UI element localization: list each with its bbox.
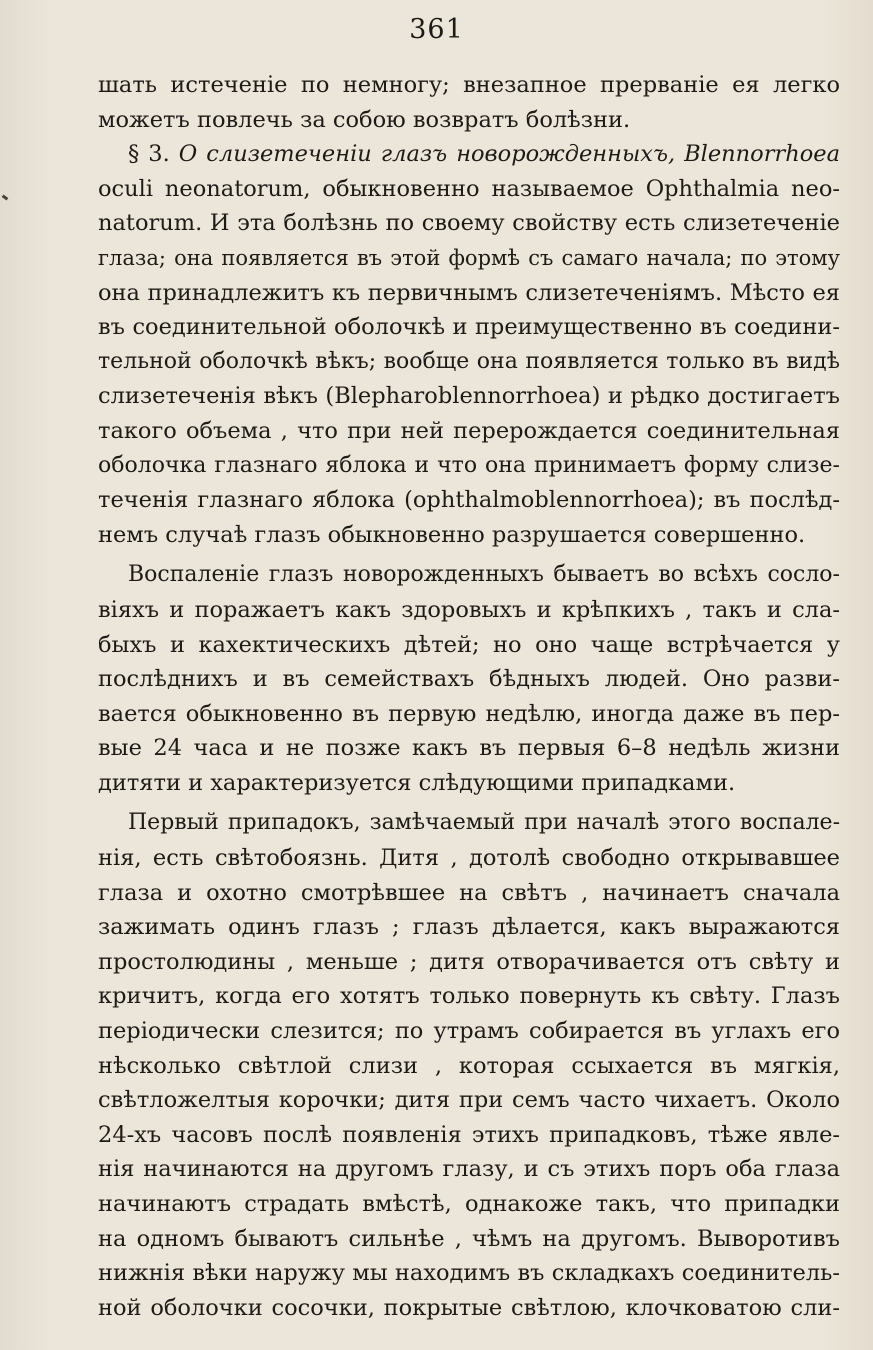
text-line: тельной оболочкѣ вѣкъ; вообще она появляется только въ видѣ <box>98 348 840 374</box>
text-line: 24-хъ часовъ послѣ появленія этихъ припадковъ, тѣже явле- <box>98 1121 840 1148</box>
text-line: шать истеченіе по немногу; внезапное прерваніе ея легко <box>98 72 840 98</box>
text-line: нія, есть свѣтобоязнь. Дитя , дотолѣ свободно открывавшее <box>98 845 840 872</box>
text-line: въ соединительной оболочкѣ и преимущественно въ соедини- <box>98 314 840 341</box>
text-line: нѣсколько свѣтлой слизи , которая ссыхается въ мягкія, <box>98 1052 840 1079</box>
page-number: 361 <box>409 14 464 45</box>
text-line: быхъ и кахектическихъ дѣтей; но оно чаще встрѣчается у <box>98 631 840 658</box>
text-line: нижнія вѣки наружу мы находимъ въ складкахъ соединитель- <box>98 1260 840 1287</box>
paragraph-section-3 <box>98 137 840 552</box>
text-line: вые 24 часа и не позже какъ въ первыя 6–8 недѣль жизни <box>98 735 840 762</box>
text-line: зажимать одинъ глазъ ; глазъ дѣлается, какъ выражаются <box>98 914 840 941</box>
text-line: послѣднихъ и въ семействахъ бѣдныхъ людей. Оно разви- <box>98 666 840 693</box>
text-line: кричитъ, когда его хотятъ только повернуть къ свѣту. Глазъ <box>98 983 840 1010</box>
text-line: можетъ повлечь за собою возвратъ болѣзни. <box>98 106 631 133</box>
section-heading-line <box>98 137 840 172</box>
text-line: она принадлежитъ къ первичнымъ слизетеченіямъ. Мѣсто ея <box>98 279 840 306</box>
text-line: віяхъ и поражаетъ какъ здоровыхъ и крѣпкихъ , такъ и сла- <box>98 596 840 623</box>
text-line: Первый припадокъ, замѣчаемый при началѣ этого воспале- <box>128 810 840 836</box>
text-line: нія начинаются на другомъ глазу, и съ этихъ поръ оба глаза <box>98 1156 840 1183</box>
text-line: natorum. И эта болѣзнь по своему свойству есть слизетеченіе <box>98 210 840 237</box>
text-line: простолюдины , меньше ; дитя отворачивается отъ свѣту и <box>98 948 840 975</box>
paragraph <box>98 806 840 1325</box>
text-line: такого объема , что при ней перерождается соединительная <box>98 417 840 444</box>
text-line: глаза; она появляется въ этой формѣ съ самаго начала; по этому <box>98 245 840 270</box>
section-number: § 3. <box>128 141 179 168</box>
text-line: слизетеченія вѣкъ (Blepharoblennorrhoea) и рѣдко достигаетъ <box>98 383 840 410</box>
text-line: на одномъ бываютъ сильнѣе , чѣмъ на другомъ. Выворотивъ <box>98 1225 840 1252</box>
text-line: періодически слезится; по утрамъ собирается въ углахъ его <box>98 1018 840 1045</box>
text-line: свѣтложелтыя корочки; дитя при семъ часто чихаетъ. Около <box>98 1087 840 1114</box>
text-line: дитяти и характеризуется слѣдующими припадками. <box>98 769 736 796</box>
text-line: oculi neonatorum, обыкновенно называемое Ophthalmia neo- <box>98 175 840 202</box>
paragraph <box>98 68 840 137</box>
text-line: Воспаленіе глазъ новорожденныхъ бываетъ во всѣхъ сосло- <box>128 562 840 588</box>
margin-mark <box>2 195 9 201</box>
text-line: оболочка глазнаго яблока и что она принимаетъ форму слизе- <box>98 452 840 478</box>
text-line: вается обыкновенно въ первую недѣлю, иногда даже въ пер- <box>98 700 840 727</box>
section-title: О слизетеченіи глазъ новорожденныхъ, Blennorrhoea <box>178 141 840 168</box>
page-text <box>98 68 840 1325</box>
text-line: ной оболочки сосочки, покрытые свѣтлою, клочковатою сли- <box>98 1294 840 1321</box>
text-line: немъ случаѣ глазъ обыкновенно разрушается совершенно. <box>98 521 806 548</box>
text-line: глаза и охотно смотрѣвшее на свѣтъ , начинаетъ сначала <box>98 879 840 906</box>
text-line: теченія глазнаго яблока (ophthalmoblennorrhoea); въ послѣд- <box>98 487 840 514</box>
text-line: начинаютъ страдать вмѣстѣ, однакоже такъ, что припадки <box>98 1191 840 1217</box>
paragraph <box>98 558 840 800</box>
